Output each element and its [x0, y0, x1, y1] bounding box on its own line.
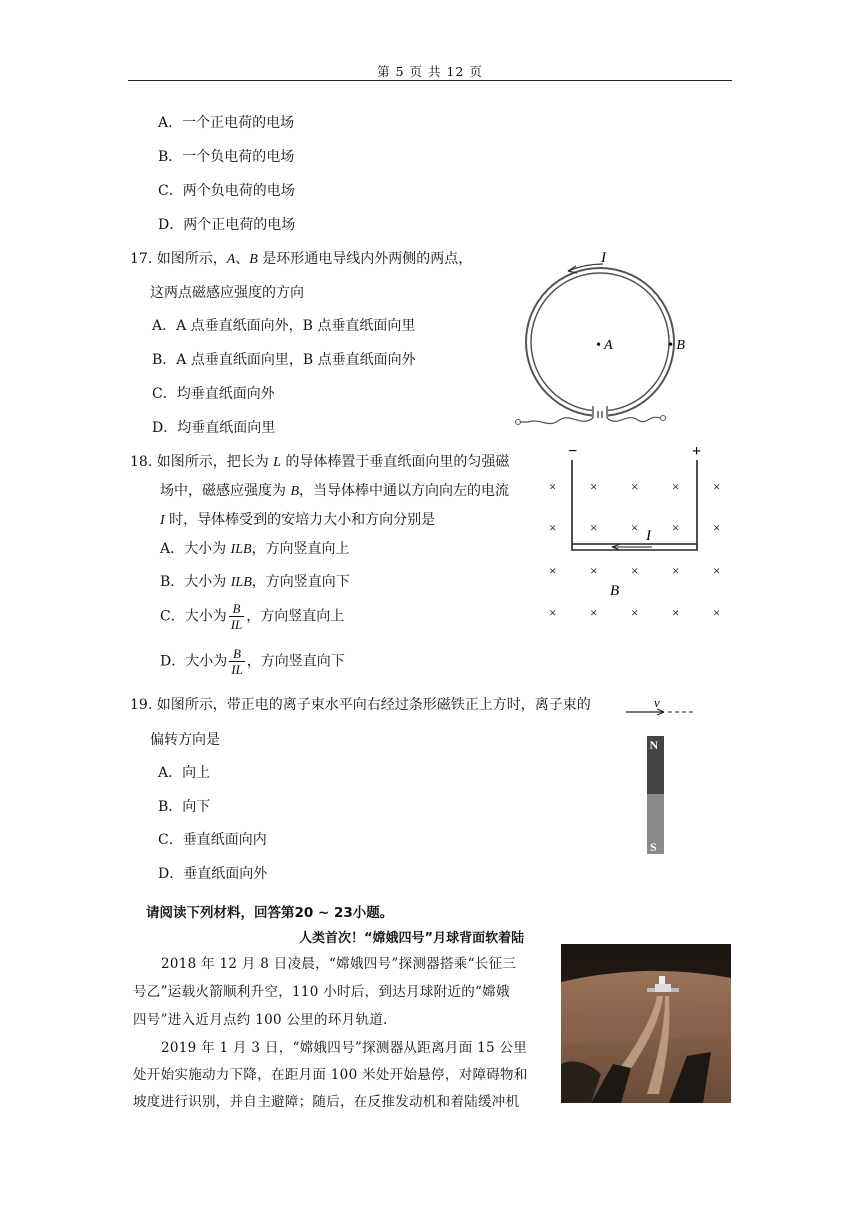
minus-terminal: −	[568, 443, 578, 460]
fraction-numerator: B	[229, 601, 245, 617]
fraction-denominator: IL	[231, 662, 243, 677]
q19-option-b: B．向下	[158, 799, 211, 815]
field-cross: ×	[549, 563, 557, 578]
q18-line2-post: ，当导体棒中通以方向向左的电流	[299, 483, 510, 499]
q18-option-b-expr: ILB	[230, 575, 252, 590]
q16-option-c: C．两个负电荷的电场	[158, 183, 295, 199]
field-cross: ×	[549, 605, 557, 620]
q17-point-a-symbol: A	[226, 252, 236, 267]
q19-option-a: A．向上	[158, 765, 211, 781]
field-cross: ×	[672, 605, 680, 620]
q17-stem-pre: 如图所示，	[156, 251, 227, 267]
field-cross: ×	[631, 605, 639, 620]
rover-body	[655, 984, 671, 992]
q18-option-a-post: ，方向竖直向上	[251, 541, 350, 557]
q18-option-a	[160, 538, 350, 558]
q18-line1-pre: 如图所示，把长为	[156, 454, 274, 470]
q18-option-d-fraction	[229, 646, 245, 677]
q19-stem-line2: 偏转方向是	[150, 732, 220, 748]
field-cross: ×	[672, 563, 680, 578]
q16-option-b: B．一个负电荷的电场	[158, 149, 295, 165]
q19-stem-line1	[130, 694, 591, 714]
field-cross: ×	[631, 479, 639, 494]
q17-stem-line1	[130, 248, 472, 268]
field-cross: ×	[590, 605, 598, 620]
q18-option-d	[160, 646, 345, 677]
point-a-label: • A	[596, 338, 613, 353]
q18-option-a-pre: A．大小为	[160, 541, 231, 557]
field-cross: ×	[713, 520, 721, 535]
q18-line1-post: 的导体棒置于垂直纸面向里的匀强磁	[280, 454, 510, 470]
field-cross: ×	[590, 479, 598, 494]
q17-point-b-symbol: B	[249, 252, 258, 267]
plus-terminal: +	[692, 443, 702, 460]
south-pole-label: S	[650, 840, 657, 854]
right-terminal	[661, 416, 666, 421]
velocity-label: v	[654, 695, 660, 710]
q18-number: 18.	[130, 454, 153, 470]
q17-option-b: B．A 点垂直纸面向里，B 点垂直纸面向外	[152, 352, 416, 368]
field-cross: ×	[549, 520, 557, 535]
left-lead-wire	[520, 418, 593, 424]
header-rule	[128, 80, 732, 81]
para2-line3: 坡度进行识别，并自主避障；随后，在反推发动机和着陆缓冲机	[133, 1094, 520, 1110]
q17-ring-current-figure	[500, 246, 710, 436]
field-cross: ×	[590, 520, 598, 535]
q17-stem-sep: 、	[235, 251, 250, 267]
field-cross: ×	[631, 563, 639, 578]
para1-line2: 号乙”运载火箭顺利升空，110 小时后，到达月球附近的“嫦娥	[133, 984, 510, 1000]
field-cross: ×	[713, 563, 721, 578]
q17-option-a: A．A 点垂直纸面向外，B 点垂直纸面向里	[152, 318, 416, 334]
fraction-numerator: B	[229, 646, 245, 662]
field-cross: ×	[713, 479, 721, 494]
reading-instruction: 请阅读下列材料，回答第20 ~ 23小题。	[146, 905, 394, 921]
q18-option-c	[160, 601, 344, 632]
q18-length-symbol: L	[273, 455, 281, 470]
q18-stem-line3	[160, 509, 435, 529]
q19-option-c: C．垂直纸面向内	[158, 832, 267, 848]
q18-option-b-post: ，方向竖直向下	[251, 574, 350, 590]
q18-field-symbol: B	[290, 484, 300, 499]
page-number-header: 第 5 页 共 12 页	[377, 64, 483, 79]
field-cross: ×	[713, 605, 721, 620]
q19-stem-line1-text: 如图所示，带正电的离子束水平向右经过条形磁铁正上方时，离子束的	[156, 697, 591, 713]
q18-current-symbol: I	[160, 513, 165, 528]
left-terminal	[516, 420, 521, 425]
q18-option-c-post: ，方向竖直向上	[246, 608, 345, 625]
para1-line3: 四号”进入近月点约 100 公里的环月轨道.	[133, 1012, 388, 1028]
ring-current-label: I	[601, 250, 606, 266]
q18-line2-pre: 场中，磁感应强度为	[160, 483, 291, 499]
ring-gap	[592, 406, 608, 422]
q18-option-b-pre: B．大小为	[160, 574, 231, 590]
q17-option-c: C．均垂直纸面向外	[152, 386, 275, 402]
field-cross: ×	[672, 479, 680, 494]
north-pole-label: N	[649, 738, 659, 752]
field-cross: ×	[672, 520, 680, 535]
point-b-label: • B	[668, 338, 685, 353]
article-title: 人类首次！“嫦娥四号”月球背面软着陆	[299, 931, 525, 946]
q19-bar-magnet-figure	[620, 694, 710, 864]
q17-option-d: D．均垂直纸面向里	[152, 420, 276, 436]
q16-option-d: D．两个正电荷的电场	[158, 217, 296, 233]
q18-magnetic-field-figure	[540, 440, 740, 625]
para1-line1: 2018 年 12 月 8 日凌晨，“嫦娥四号”探测器搭乘“长征三	[161, 956, 517, 972]
right-lead-wire	[607, 417, 660, 422]
para2-line1: 2019 年 1 月 3 日，“嫦娥四号”探测器从距离月面 15 公里	[161, 1040, 528, 1056]
para2-line2: 处开始实施动力下降，在距月面 100 米处开始悬停，对障碍物和	[133, 1067, 528, 1083]
q16-option-a: A．一个正电荷的电场	[158, 115, 295, 131]
q18-stem-line1	[130, 451, 509, 471]
q18-option-d-post: ，方向竖直向下	[246, 653, 345, 670]
fraction-denominator: IL	[230, 617, 243, 632]
field-cross: ×	[590, 563, 598, 578]
q18-line3-post: 时，导体棒受到的安培力大小和方向分别是	[164, 512, 436, 528]
q17-number: 17.	[130, 251, 153, 267]
field-label: B	[610, 583, 620, 599]
q17-stem-post: 是环形通电导线内外两侧的两点，	[257, 251, 473, 267]
rod-current-label: I	[646, 528, 651, 544]
q18-stem-line2	[160, 480, 509, 500]
field-cross: ×	[631, 520, 639, 535]
q19-option-d: D．垂直纸面向外	[158, 866, 268, 882]
q19-number: 19.	[130, 697, 153, 713]
q18-option-c-fraction	[229, 601, 245, 632]
q18-option-d-pre: D．大小为	[160, 653, 228, 670]
field-cross: ×	[549, 479, 557, 494]
circuit-frame	[572, 460, 697, 550]
q18-option-c-pre: C．大小为	[160, 608, 227, 625]
q17-stem-line2: 这两点磁感应强度的方向	[150, 285, 304, 301]
q18-option-b	[160, 571, 350, 591]
lunar-surface-photo	[561, 944, 731, 1103]
q18-option-a-expr: ILB	[230, 542, 252, 557]
